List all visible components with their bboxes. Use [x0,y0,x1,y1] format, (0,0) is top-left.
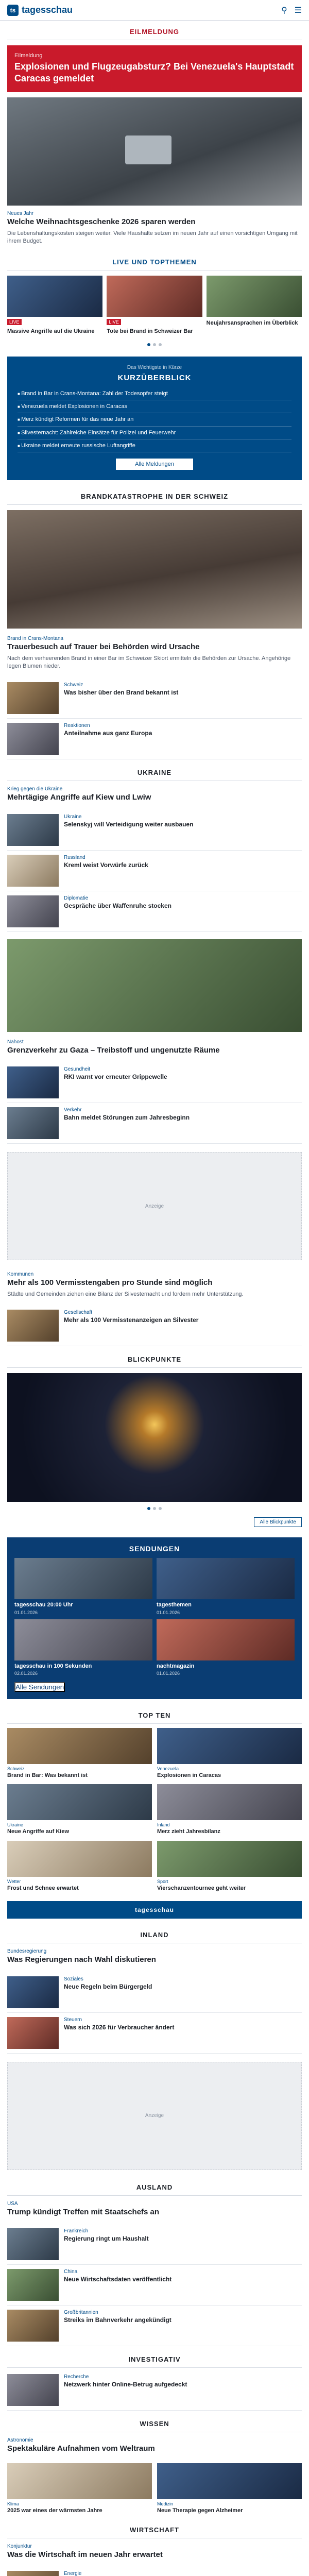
lead-title: Welche Weihnachtsgeschenke 2026 sparen werden [7,217,196,226]
list-item-image [7,855,59,887]
sendung-title: tagesschau in 100 Sekunden [14,1663,92,1669]
section-inland: INLAND [7,1924,302,1943]
kurzueberblick-box [7,357,302,480]
breaking-headline: Explosionen und Flugzeugabsturz? Bei Venezuela's Hauptstadt Caracas gemeldet [14,61,294,83]
carousel-dot[interactable] [159,1507,162,1510]
list-item-title: Streiks im Bahnverkehr angekündigt [64,2316,171,2324]
card-image [157,1841,302,1877]
list-item[interactable] [7,851,302,891]
sendung-image [14,1558,152,1599]
card-image [7,1784,152,1820]
card-image [7,2463,152,2499]
highlight-title: Mehr als 100 Vermisstengaben pro Stunde sind möglich [7,1278,213,1287]
card-kicker: Wetter [7,1878,21,1884]
section-ausland: AUSLAND [7,2176,302,2196]
ukraine-teaser[interactable] [0,781,309,808]
list-item-title: Was bisher über den Brand bekannt ist [64,688,179,696]
wissen-kicker: Astronomie [7,2437,33,2444]
list-item-title: RKI warnt vor erneuter Grippewelle [64,1073,167,1081]
topten-card[interactable] [7,1784,152,1835]
list-item-kicker: Schweiz [64,682,83,688]
ad-slot: Anzeige [7,2062,302,2170]
list-item-title: Kreml weist Vorwürfe zurück [64,861,148,869]
card-image [7,1728,152,1764]
logo-mark: ts [7,5,19,16]
wissen-teaser[interactable] [0,2432,309,2459]
inland-title: Was Regierungen nach Wahl diskutieren [7,1955,156,1964]
topten-card[interactable] [157,1784,302,1835]
wissen-card[interactable] [157,2463,302,2514]
list-item[interactable] [7,1972,302,2013]
kurz-item[interactable]: ■ Silvesternacht: Zahlreiche Einsätze für Polizei und Feuerwehr [18,427,291,439]
highlight-text: Städte und Gemeinden ziehen eine Bilanz der Silvesternacht und fordern mehr Unterstützung. [7,1291,244,1298]
card-image [157,1784,302,1820]
inland-list [0,1970,309,2056]
topten-card[interactable] [157,1841,302,1892]
live-card-image [207,276,302,317]
highlight-kicker: Kommunen [7,1272,34,1278]
news-teaser[interactable] [0,1034,309,1061]
list-item-kicker: Frankreich [64,2228,89,2234]
card-kicker: Klima [7,2501,19,2507]
live-card[interactable] [107,276,202,335]
list-item-title: Anteilnahme aus ganz Europa [64,729,152,737]
list-item-kicker: Soziales [64,1976,83,1982]
highlight-list [0,1303,309,1348]
sendungen-all-button[interactable]: Alle Sendungen [15,1683,64,1691]
carousel-dot[interactable] [147,1507,150,1510]
blickpunkte-dots [0,1504,309,1515]
card-kicker: Venezuela [157,1766,179,1772]
schweiz-text: Nach dem verheerenden Brand in einer Bar im Schweizer Skiort ermitteln die Behörden zur Ursache. Angehörige legen Blumen nieder. [7,655,291,670]
carousel-dot[interactable] [153,1507,156,1510]
card-kicker: Sport [157,1878,168,1884]
wirtschaft-teaser[interactable] [0,2538,309,2565]
ukraine-title: Mehrtägige Angriffe auf Kiew und Lwiw [7,792,151,802]
wirtschaft-title: Was die Wirtschaft im neuen Jahr erwartet [7,2550,163,2559]
list-item-title: Was sich 2026 für Verbraucher ändert [64,2023,175,2031]
schweiz-teaser[interactable] [0,631,309,676]
live-card-image [7,276,102,317]
carousel-dot[interactable] [159,343,162,346]
schweiz-kicker: Brand in Crans-Montana [7,636,63,642]
list-item-title: Regierung ringt um Haushalt [64,2235,149,2243]
list-item-image [7,2228,59,2260]
list-item[interactable] [7,810,302,851]
kurz-list [18,387,291,452]
card-title: Frost und Schnee erwartet [7,1885,79,1891]
sendung-date: 01.01.2026 [157,1609,180,1615]
card-title: Vierschanzentournee geht weiter [157,1885,246,1891]
lead-text: Die Lebenshaltungskosten steigen weiter. Viele Haushalte setzen im neuen Jahr auf einen vorsichtigen Umgang mit ihrem Budget. [7,230,298,245]
section-blickpunkte: BLICKPUNKTE [7,1348,302,1368]
list-item[interactable] [7,2224,302,2265]
list-item[interactable] [7,2265,302,2306]
list-item-kicker: Großbritannien [64,2310,98,2316]
inland-teaser[interactable] [0,1943,309,1970]
ukraine-list [0,808,309,934]
wirtschaft-list [0,2565,309,2576]
blickpunkte-image[interactable] [7,1373,302,1502]
list-item[interactable] [7,2370,302,2411]
list-item[interactable] [7,1062,302,1103]
news-image[interactable] [7,939,302,1032]
list-item-kicker: Energie [64,2571,82,2576]
list-item[interactable] [7,719,302,759]
list-item-title: Mehr als 100 Vermisstenanzeigen an Silvester [64,1316,199,1324]
list-item-kicker: Steuern [64,2016,82,2023]
top-actions [281,5,302,15]
sendung-image [14,1619,152,1660]
section-wissen: WISSEN [7,2413,302,2432]
list-item-kicker: Diplomatie [64,895,89,901]
live-badge: LIVE [7,319,22,325]
sendungen-title: SENDUNGEN [129,1545,180,1553]
list-item-title: Netzwerk hinter Online-Betrug aufgedeckt [64,2381,187,2388]
card-image [7,1841,152,1877]
breaking-news-box[interactable] [7,45,302,92]
blickpunkte-more[interactable] [0,1515,309,1532]
topten-card[interactable] [7,1841,152,1892]
list-item-image [7,2269,59,2301]
list-item-title: Bahn meldet Störungen zum Jahresbeginn [64,1114,190,1122]
lead-image[interactable] [7,97,302,206]
list-item-image [7,1066,59,1098]
ukraine-kicker: Krieg gegen die Ukraine [7,786,63,792]
sendung-date: 01.01.2026 [157,1671,180,1676]
list-item-image [7,895,59,927]
list-item-kicker: Gesellschaft [64,1310,93,1316]
sendung-card[interactable] [14,1558,152,1615]
wissen-title: Spektakuläre Aufnahmen vom Weltraum [7,2444,155,2453]
list-item[interactable] [7,2567,302,2576]
section-investigativ: INVESTIGATIV [7,2348,302,2368]
sendung-title: tagesthemen [157,1602,192,1608]
live-card-title: Neujahrsansprachen im Überblick [206,319,298,326]
list-item-image [7,1107,59,1139]
investigativ-list [0,2368,309,2413]
kurz-item[interactable]: ■ Merz kündigt Reformen für das neue Jahr an [18,413,291,426]
section-eilmeldung: EILMELDUNG [7,21,302,40]
list-item-kicker: China [64,2269,78,2275]
list-item-image [7,2017,59,2049]
ausland-list [0,2222,309,2348]
promo-banner[interactable] [7,1901,302,1919]
live-card[interactable] [207,276,302,335]
list-item-kicker: Gesundheit [64,1066,91,1073]
section-live: LIVE UND TOPTHEMEN [7,251,302,270]
topten-card[interactable] [157,1728,302,1779]
card-title: Neue Angriffe auf Kiew [7,1828,69,1835]
list-item[interactable] [7,2013,302,2054]
sendung-image [157,1558,295,1599]
list-item-image [7,2310,59,2342]
list-item[interactable] [7,891,302,932]
section-topten: TOP TEN [7,1704,302,1724]
sendungen-box [7,1537,302,1699]
section-ukraine: UKRAINE [7,761,302,781]
card-title: Merz zieht Jahresbilanz [157,1828,220,1835]
live-card-title: Massive Angriffe auf die Ukraine [7,328,95,334]
list-item-image [7,682,59,714]
promo-title: tagesschau [134,1906,175,1913]
topten-grid [0,1724,309,1896]
live-card-image [107,276,202,317]
schweiz-title: Trauerbesuch auf Trauer bei Behörden wird Ursache [7,642,200,652]
card-title: 2025 war eines der wärmsten Jahre [7,2507,102,2514]
list-item[interactable] [7,678,302,719]
list-item-title: Gespräche über Waffenruhe stocken [64,902,171,909]
sendung-card[interactable] [157,1619,295,1676]
sendungen-grid [14,1558,295,1676]
list-item-title: Selenskyj will Verteidigung weiter ausbauen [64,820,194,828]
kurz-sub: Das Wichtigste in Kürze [127,364,182,370]
highlight-teaser[interactable] [0,1266,309,1303]
news-title: Grenzverkehr zu Gaza – Treibstoff und ungenutzte Räume [7,1045,220,1055]
card-image [157,1728,302,1764]
sendung-card[interactable] [157,1558,295,1615]
brand-name: tagesschau [22,5,73,15]
ausland-kicker: USA [7,2200,18,2207]
news-list [0,1060,309,1146]
list-item-kicker: Verkehr [64,1107,82,1113]
card-kicker: Inland [157,1822,170,1828]
list-item-title: Neue Regeln beim Bürgergeld [64,1982,152,1990]
list-item-kicker: Russland [64,854,85,860]
list-item-title: Neue Wirtschaftsdaten veröffentlicht [64,2276,172,2283]
blickpunkte-more-label[interactable]: Alle Blickpunkte [254,1517,302,1527]
card-kicker: Ukraine [7,1822,24,1828]
kurz-title: KURZÜBERBLICK [117,373,192,382]
list-item-image [7,1310,59,1342]
sendung-date: 02.01.2026 [14,1671,38,1676]
menu-icon[interactable]: ☰ [294,6,302,15]
list-item-kicker: Reaktionen [64,722,90,728]
list-item-image [7,1976,59,2008]
list-item-image [7,2571,59,2576]
list-item[interactable] [7,1103,302,1144]
card-kicker: Schweiz [7,1766,25,1772]
ausland-title: Trump kündigt Treffen mit Staatschefs an [7,2207,160,2216]
news-kicker: Nahost [7,1039,24,1045]
section-schweiz: BRANDKATASTROPHE IN DER SCHWEIZ [7,485,302,505]
list-item-kicker: Recherche [64,2374,89,2380]
live-carousel [0,270,309,340]
kurz-item[interactable]: ■ Venezuela meldet Explosionen in Caracas [18,400,291,413]
kurz-all-button[interactable]: Alle Meldungen [116,459,193,470]
card-title: Explosionen in Caracas [157,1772,221,1779]
carousel-dot[interactable] [147,343,150,346]
list-item-image [7,723,59,755]
sendung-title: tagesschau 20:00 Uhr [14,1602,73,1608]
carousel-dot[interactable] [153,343,156,346]
sendung-card[interactable] [14,1619,152,1676]
kurz-item[interactable]: ■ Brand in Bar in Crans-Montana: Zahl der Todesopfer steigt [18,387,291,400]
schweiz-image[interactable] [7,510,302,629]
card-title: Brand in Bar: Was bekannt ist [7,1772,88,1779]
kurz-item[interactable]: ■ Ukraine meldet erneute russische Luftangriffe [18,439,291,452]
wirtschaft-kicker: Konjunktur [7,2543,32,2549]
list-item-image [7,814,59,846]
lead-kicker: Neues Jahr [7,211,34,216]
lead-teaser[interactable] [0,206,309,251]
card-title: Neue Therapie gegen Alzheimer [157,2507,243,2514]
live-card[interactable] [7,276,102,335]
list-item[interactable] [7,1306,302,1346]
section-wirtschaft: WIRTSCHAFT [7,2519,302,2538]
ausland-teaser[interactable] [0,2196,309,2223]
schweiz-list [0,676,309,761]
wissen-grid [0,2459,309,2518]
carousel-dots [0,340,309,351]
top-bar [0,0,309,21]
live-badge: LIVE [107,319,121,325]
breaking-kicker: Eilmeldung [14,53,43,59]
sendung-title: nachtmagazin [157,1663,195,1669]
card-image [157,2463,302,2499]
ad-slot: Anzeige [7,1152,302,1260]
live-card-title: Tote bei Brand in Schweizer Bar [107,328,193,334]
topten-card[interactable] [7,1728,152,1779]
site-logo[interactable] [7,5,73,16]
wissen-card[interactable] [7,2463,152,2514]
list-item-image [7,2374,59,2406]
inland-kicker: Bundesregierung [7,1948,47,1954]
list-item-kicker: Ukraine [64,814,82,820]
card-kicker: Medizin [157,2501,174,2507]
search-icon[interactable]: ⚲ [281,6,287,15]
sendung-image [157,1619,295,1660]
sendung-date: 01.01.2026 [14,1609,38,1615]
list-item[interactable] [7,2306,302,2346]
